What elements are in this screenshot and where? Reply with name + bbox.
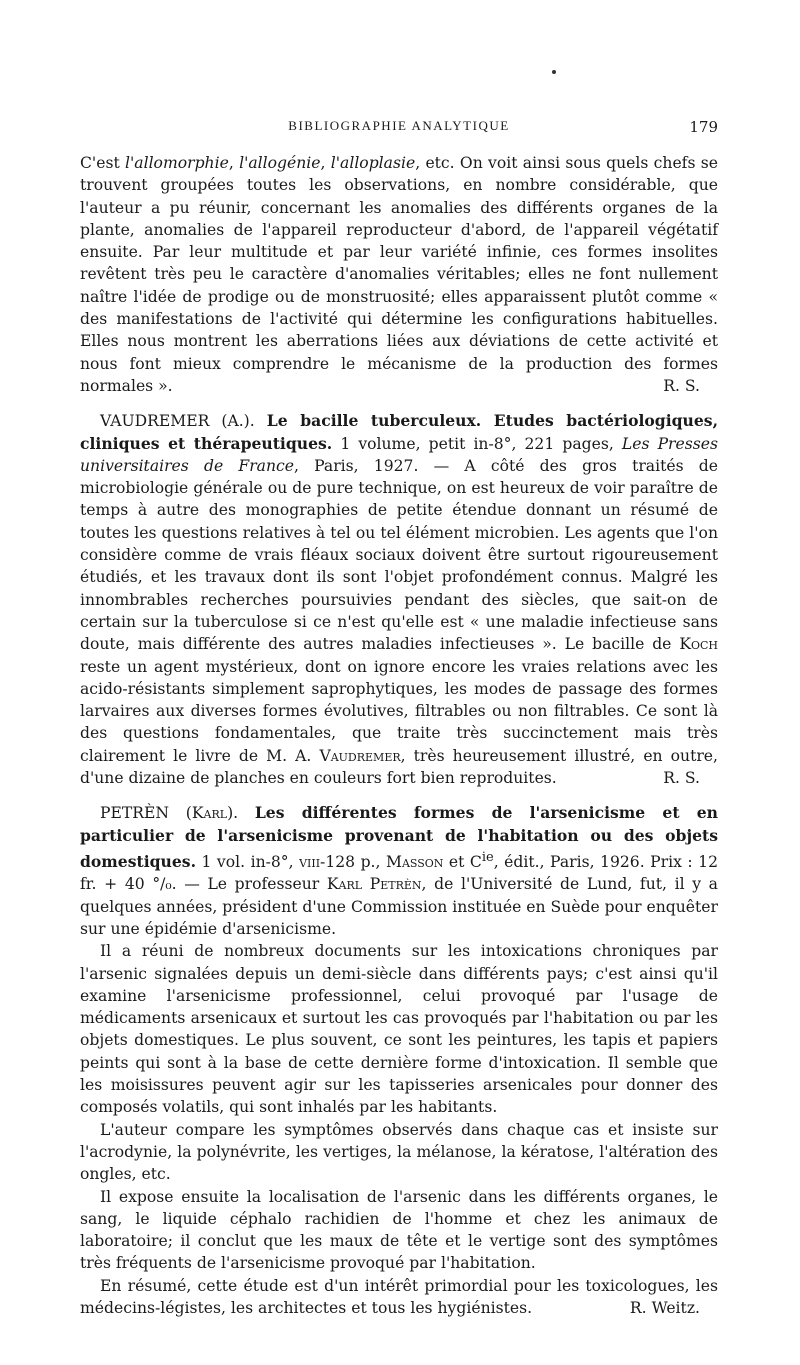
review-vaudremer — [80, 410, 718, 789]
running-header — [80, 118, 718, 140]
name-karl-petren: Karl Petrèn — [326, 875, 422, 894]
review-petren — [80, 802, 718, 940]
review-signature: R. S. — [663, 769, 700, 788]
term-allomorphie: l'allomorphie — [125, 154, 229, 172]
review-title: Le bacille tuberculeux. Etudes bactériologiques, cliniques et thérapeutiques. — [80, 411, 718, 453]
petren-signature: R. Weitz. — [629, 1299, 700, 1318]
review-author: VAUDREMER (A.). — [100, 412, 255, 431]
page-count-roman: viii — [299, 853, 321, 872]
review-text: -128 p., — [320, 853, 386, 872]
review-text: et C — [443, 853, 482, 872]
superscript: ie — [481, 849, 494, 865]
intro-signature: R. S. — [663, 376, 700, 395]
intro-text: C'est — [80, 154, 126, 172]
review-text: , très heureusement illustré, en outre, d'une dizaine de planches en couleurs fort bien reproduites. — [80, 746, 718, 788]
name-vaudremer: Vaudremer — [319, 746, 401, 765]
term-alloplasie: l'alloplasie — [330, 154, 416, 172]
review-text: reste un agent mystérieux, dont on ignore encore les vraies relations avec les acido-résistants simplement saprophytiques, les modes de passage des formes larvaires aux diverses formes évolutives, filtrables ou non filtrables. Ce sont là des questions fondamentales, que traite très succinctement mais très clairement le livre de M. A. — [80, 657, 718, 765]
review-author: PETRÈN ( — [100, 804, 192, 823]
publisher-masson: Masson — [385, 853, 444, 872]
review-title: Les différentes formes de l'arsenicisme et en particulier de l'arsenicisme provenant de l'habitation ou des objets domestiques. — [80, 803, 718, 872]
term-allogenie: l'allogénie — [239, 154, 321, 172]
petren-paragraph-5 — [80, 1275, 718, 1320]
running-title: BIBLIOGRAPHIE ANALYTIQUE — [288, 118, 510, 133]
intro-text: , etc. On voit ainsi sous quels chefs se trouvent groupées toutes les observations, en nombre considérable, que l'auteur a pu réunir, concernant les anomalies des différents organes de la plante, anomalies de l'appareil reproducteur d'abord, de l'appareil végétatif ensuite. Par leur multitude et par leur variété infinie, ces formes insolites revêtent très peu le caractère d'anomalies véritables; elles ne font nullement naître l'idée de prodige ou de monstruosité; elles apparaissent plutôt comme « des manifestations de l'activité qui détermine les configurations habituelles. Elles nous montrent les aberrations liées aux déviations de cette activité et nous font mieux comprendre le mécanisme de la production des formes normales ». — [80, 154, 718, 395]
review-text: 1 volume, petit in-8°, 221 pages, — [332, 434, 622, 453]
intro-text: , — [320, 154, 331, 172]
review-text: 1 vol. in-8°, — [196, 853, 300, 872]
petren-paragraph-4: Il expose ensuite la localisation de l'arsenic dans les différents organes, le sang, le liquide céphalo rachidien de l'homme et chez les animaux de laboratoire; il conclut que les maux de tête et le vertige sont des symptômes très fréquents de l'arsenicisme provoqué par l'habitation. — [80, 1187, 718, 1273]
petren-paragraph-3: L'auteur compare les symptômes observés dans chaque cas et insiste sur l'acrodynie, la polynévrite, les vertiges, la mélanose, la kératose, l'altération des ongles, etc. — [80, 1120, 718, 1184]
intro-paragraph — [80, 152, 718, 397]
page-body — [80, 152, 718, 1319]
publisher-name: Les Presses universitaires de France — [80, 434, 718, 475]
review-text: , édit., Paris, 1926. Prix : 12 fr. + 40 °/₀. — Le professeur — [80, 853, 719, 894]
intro-text: , — [228, 154, 240, 172]
review-text: En résumé, cette étude est d'un intérêt primordial pour les toxicologues, les médecins-légistes, les architectes et tous les hygiénistes. — [80, 1276, 718, 1318]
page-number: 179 — [689, 118, 718, 136]
review-author: ). — [227, 804, 239, 823]
page-speck — [552, 70, 556, 74]
name-koch: Koch — [679, 635, 718, 654]
review-text: , Paris, 1927. — A côté des gros traités de microbiologie générale ou de pure technique, on est heureux de voir paraître de temps à autre des monographies de petite étendue donnant un résumé de toutes les questions relatives à tel ou tel élément microbien. Les agents que l'on considère comme de vrais fléaux sociaux doivent être surtout rigoureusement étudiés, et les travaux dont ils sont l'objet profondément connus. Malgré les innombrables recherches poursuivies pendant des siècles, que sait-on de certain sur la tuberculose si ce n'est qu'elle est « une maladie infectieuse sans doute, mais différente des autres maladies infectieuses ». Le bacille de — [80, 456, 718, 654]
review-author-first: Karl — [191, 804, 228, 823]
petren-paragraph-2: Il a réuni de nombreux documents sur les intoxications chroniques par l'arsenic signalées depuis un demi-siècle dans différents pays; c'est ainsi qu'il examine l'arsenicisme professionnel, celui provoqué par l'usage de médicaments arsenicaux et surtout les cas provoqués par l'habitation ou par les objets domestiques. Le plus souvent, ce sont les peintures, les tapis et papiers peints qui sont à la base de cette dernière forme d'intoxication. Il semble que les moisissures peuvent agir sur les tapisseries arsenicales pour donner des composés volatils, qui sont inhalés par les habitants. — [80, 942, 718, 1117]
review-text: , de l'Université de Lund, fut, il y a quelques années, président d'une Commission instituée en Suède pour enquêter sur une épidémie d'arsenicisme. — [80, 875, 718, 938]
